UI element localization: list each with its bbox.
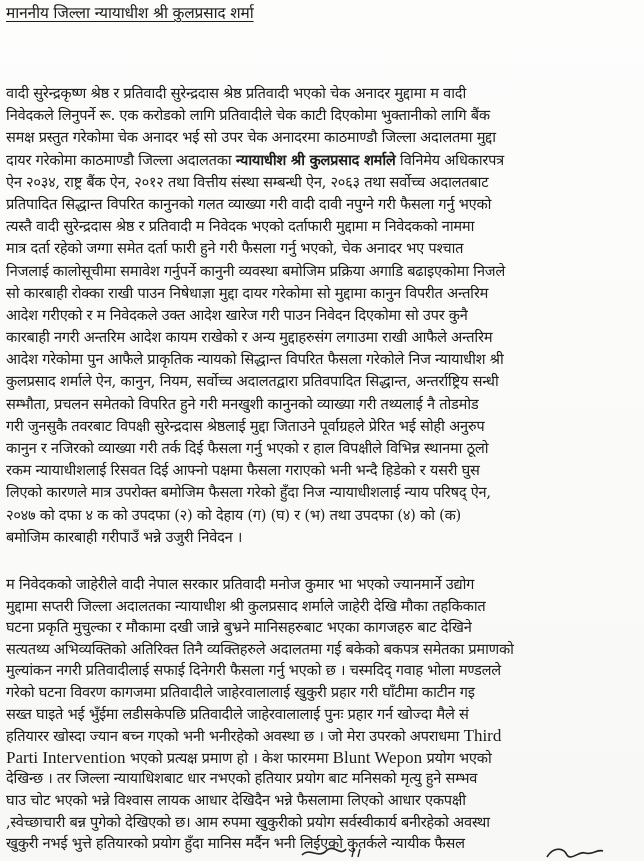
paragraph-2-line [6, 617, 638, 639]
text-run: घटना प्रकृति मुचुल्का र मौकामा दखी जान्ने बुभ्रने मानिसहरुबाट भएका कागजहरु बाट देखिने [6, 619, 472, 637]
text-run: हतियारर खोस्दा ज्यान बच्न गएको भनी भनीरहेको अवस्था छ । जो मेरा उपरको अपराधमा [6, 728, 464, 746]
text-run: त्यस्तै वादी सुरेन्द्रदास श्रेष्ठ र प्रतिवादी म निवेदक भएको दर्ताफारी मुद्दामा म निवेदकको नाममा [6, 218, 475, 236]
text-run: सो कारबाही रोक्का राखी पाउन निषेधाज्ञा मुद्दा दायर गरेकोमा सो मुद्दामा कानुन विपरीत अन्तरिम [6, 284, 489, 302]
text-run: कानुन र नजिरको व्याख्या गरी तर्क दिई फैसला गर्नु भएको र हाल विपक्षीले विभिन्न स्थानमा ठूलो [6, 440, 489, 457]
text-run: सम्भौता, प्रचलन समेतको विपरित हुने गरी मनखुशी कानुनको व्याख्या गरी तथ्यलाई नै तोडमोड [6, 395, 479, 413]
paragraph-2-line [6, 790, 638, 812]
text-run: ऐन २०३४, राष्ट्र बैंक ऐन, २०१२ तथा वित्तीय संस्था सम्बन्धी ऐन, २०६३ तथा सर्वोच्च अदालतबाट [6, 173, 489, 191]
paragraph-1-line [6, 216, 638, 238]
text-run: लिएको कारणले मात्र उपरोक्त बमोजिम फैसला गरेको हुँदा निज न्यायाधीशलाई न्याय परिषद् ऐन, [6, 484, 491, 502]
paragraph-2-line [6, 574, 638, 596]
text-run: देखिन्छ । तर जिल्ला न्यायाधिशबाट धार नभएको हतियार प्रयोग बाट मनिसको मृत्यु हुने सम्भव [6, 770, 478, 788]
paragraph-1-line [6, 150, 638, 172]
complaint-paragraph-1 [6, 83, 638, 549]
text-run: निवेदकले लिनुपर्ने रू. एक करोडको लागि प्रतिवादीले चेक काटी दिएकोमा भुक्तानीको लागि बैंक [6, 107, 490, 125]
latin-text: Parti Intervention [6, 747, 126, 767]
paragraph-1-line [6, 527, 638, 549]
text-run: वादी सुरेन्द्रकृष्ण श्रेष्ठ र प्रतिवादी सुरेन्द्रदास श्रेष्ठ प्रतिवादी भएको चेक अनादर मुद्दामा म वादी [6, 85, 467, 102]
text-run: बमोजिम कारबाही गरीपाउँ भन्ने उजुरी निवेदन । [6, 528, 243, 546]
paragraph-2-line [6, 768, 638, 790]
text-run: मात्र दर्ता रहेको जग्गा समेत दर्ता फारी हुने गरी फैसला गर्नु भएको, चेक अनादर भए पश्चात [6, 240, 464, 258]
paragraph-2-line [6, 747, 638, 769]
page-heading: माननीय जिल्ला न्यायाधीश श्री कुलप्रसाद शर्मा [6, 4, 254, 22]
paragraph-1-line [6, 438, 638, 460]
paragraph-1-line [6, 172, 638, 194]
text-run: प्रयोग भएको [422, 749, 492, 767]
paragraph-1-line [6, 394, 638, 416]
emphasized-text: न्यायाधीश श्री कुलप्रसाद शर्माले [235, 151, 396, 169]
paragraph-2-line [6, 704, 638, 726]
paragraph-1-line [6, 283, 638, 305]
text-run: समक्ष प्रस्तुत गरेकोमा चेक अनादर भई सो उपर चेक अनादरमा काठमाण्डौ जिल्ला अदालतमा मुद्दा [6, 129, 496, 147]
latin-text: Third [463, 726, 502, 746]
text-run: कारबाही नगरी अन्तरिम आदेश कायम राखेको र अन्य मुद्दाहरुसंग लगाउमा राखी आफैले अन्तरिम [6, 329, 493, 347]
text-run: खुकुरी नभई भुत्ते हतियारको प्रयोग हुँदा मानिस मर्दैन भनी लिईएको कुतर्कले न्यायीक फैसल [6, 835, 465, 853]
paragraph-1-line [6, 83, 638, 105]
text-run: आदेश गरेकोमा पुन आफैले प्राकृतिक न्यायको सिद्धान्त विपरित फैसला गरेकोले निज न्यायाधीश श्री [6, 351, 504, 369]
paragraph-2-line [6, 682, 638, 704]
paragraph-1-line [6, 327, 638, 349]
paragraph-1-line [6, 127, 638, 149]
text-run: २०४७ को दफा ४ क को उपदफा (२) को देहाय (ग) (घ) र (भ) तथा उपदफा (४) को (क) [6, 506, 461, 524]
text-run: कुलप्रसाद शर्माले ऐन, कानुन, नियम, सर्वोच्च अदालतद्वारा प्रतिवपादित सिद्धान्त, अन्तर्राष्ट्रिय सन्धी [6, 373, 499, 391]
paragraph-1-line [6, 261, 638, 283]
paragraph-1-line [6, 305, 638, 327]
paragraph-1-line [6, 416, 638, 438]
text-run: भएको प्रत्यक्ष प्रमाण हो । केश फारममा [125, 749, 333, 767]
paragraph-1-line [6, 371, 638, 393]
paragraph-1-line [6, 105, 638, 127]
paragraph-1-line [6, 194, 638, 216]
text-run: म निवेदकको जाहेरीले वादी नेपाल सरकार प्रतिवादी मनोज कुमार भा भएको ज्यानमार्ने उद्योग [6, 576, 475, 593]
complaint-paragraph-2 [6, 574, 638, 855]
text-run: गरेको घटना विवरण कागजमा प्रतिवादीले जाहेरवालालाई खुकुरी प्रहार गरी घाँटीमा काटीन गइ [6, 683, 475, 701]
text-run: मुल्यांकन नगरी प्रतिवादीलाई सफाई दिनेगरी फैसला गर्नु भएको छ । चस्मदिद् गवाह भोला मण्डलले [6, 662, 501, 680]
paragraph-2-line [6, 725, 638, 747]
text-run: मुद्दामा सप्तरी जिल्ला अदालतका न्यायाधीश श्री कुलप्रसाद शर्माले जाहेरी देखि मौका तहकिकात [6, 597, 486, 615]
paragraph-2-line [6, 812, 638, 834]
text-run: गरी जुनसुकै तवरबाट विपक्षी सुरेन्द्रदास श्रेष्ठलाई मुद्दा जिताउने पूर्वाग्रहले प्रेरित भई सोही अनुरुप [6, 417, 485, 435]
text-run: सत्यतथ्य अभिव्यक्तिको अतिरिक्त तिनै व्यक्तिहरुले अदालतमा गई बकेको बकपत्र समेतका प्रमाणको [6, 640, 514, 658]
paragraph-2-line [6, 596, 638, 618]
paragraph-2-line [6, 639, 638, 661]
text-run: प्रतिपादित सिद्धान्त विपरित कानुनको गलत व्याख्या गरी वादी दावी नपुग्ने गरी फैसला गर्नु भएको [6, 195, 492, 213]
text-run: दायर गरेकोमा काठमाण्डौ जिल्ला अदालतका [6, 151, 236, 169]
text-run: आदेश गरीएको र म निवेदकले उक्त आदेश खारेज गरी पाउन निवेदन दिएकोमा सो उपर कुनै [6, 306, 468, 324]
paragraph-1-line [6, 482, 638, 504]
paragraph-1-line [6, 238, 638, 260]
text-run: घाउ चोट भएको भन्ने विश्वास लायक आधार देखिदैन भन्ने फैसलामा लिएको आधार एकपक्षी [6, 791, 466, 809]
text-run: ,स्वेच्छाचारी बन्न पुगेको देखिएको छ। आम रुपमा खुकुरीको प्रयोग सर्वस्वीकार्य बनीरहेको अवस्था [6, 813, 490, 831]
paragraph-2-line [6, 833, 638, 855]
text-run: निजलाई कालोसूचीमा समावेश गर्नुपर्ने कानुनी व्यवस्था बमोजिम प्रक्रिया अगाडि बढाइएकोमा निजले [6, 262, 506, 280]
text-run: विनिमेय अधिकारपत्र [395, 151, 504, 169]
paragraph-2-line [6, 660, 638, 682]
paragraph-1-line [6, 505, 638, 527]
text-run: रकम न्यायाधीशलाई रिसवत दिई आफ्नो पक्षमा फैसला गराएको भनी भन्दै हिडेको र यसरी घुस [6, 462, 480, 480]
paragraph-1-line [6, 349, 638, 371]
paragraph-1-line [6, 460, 638, 482]
text-run: सख्त घाइते भई भुँईमा लडीसकेपछि प्रतिवादीले जाहेरवालालाई पुनः प्रहार गर्न खोज्दा मैले सं [6, 705, 469, 723]
latin-text: Blunt Wepon [332, 747, 423, 767]
